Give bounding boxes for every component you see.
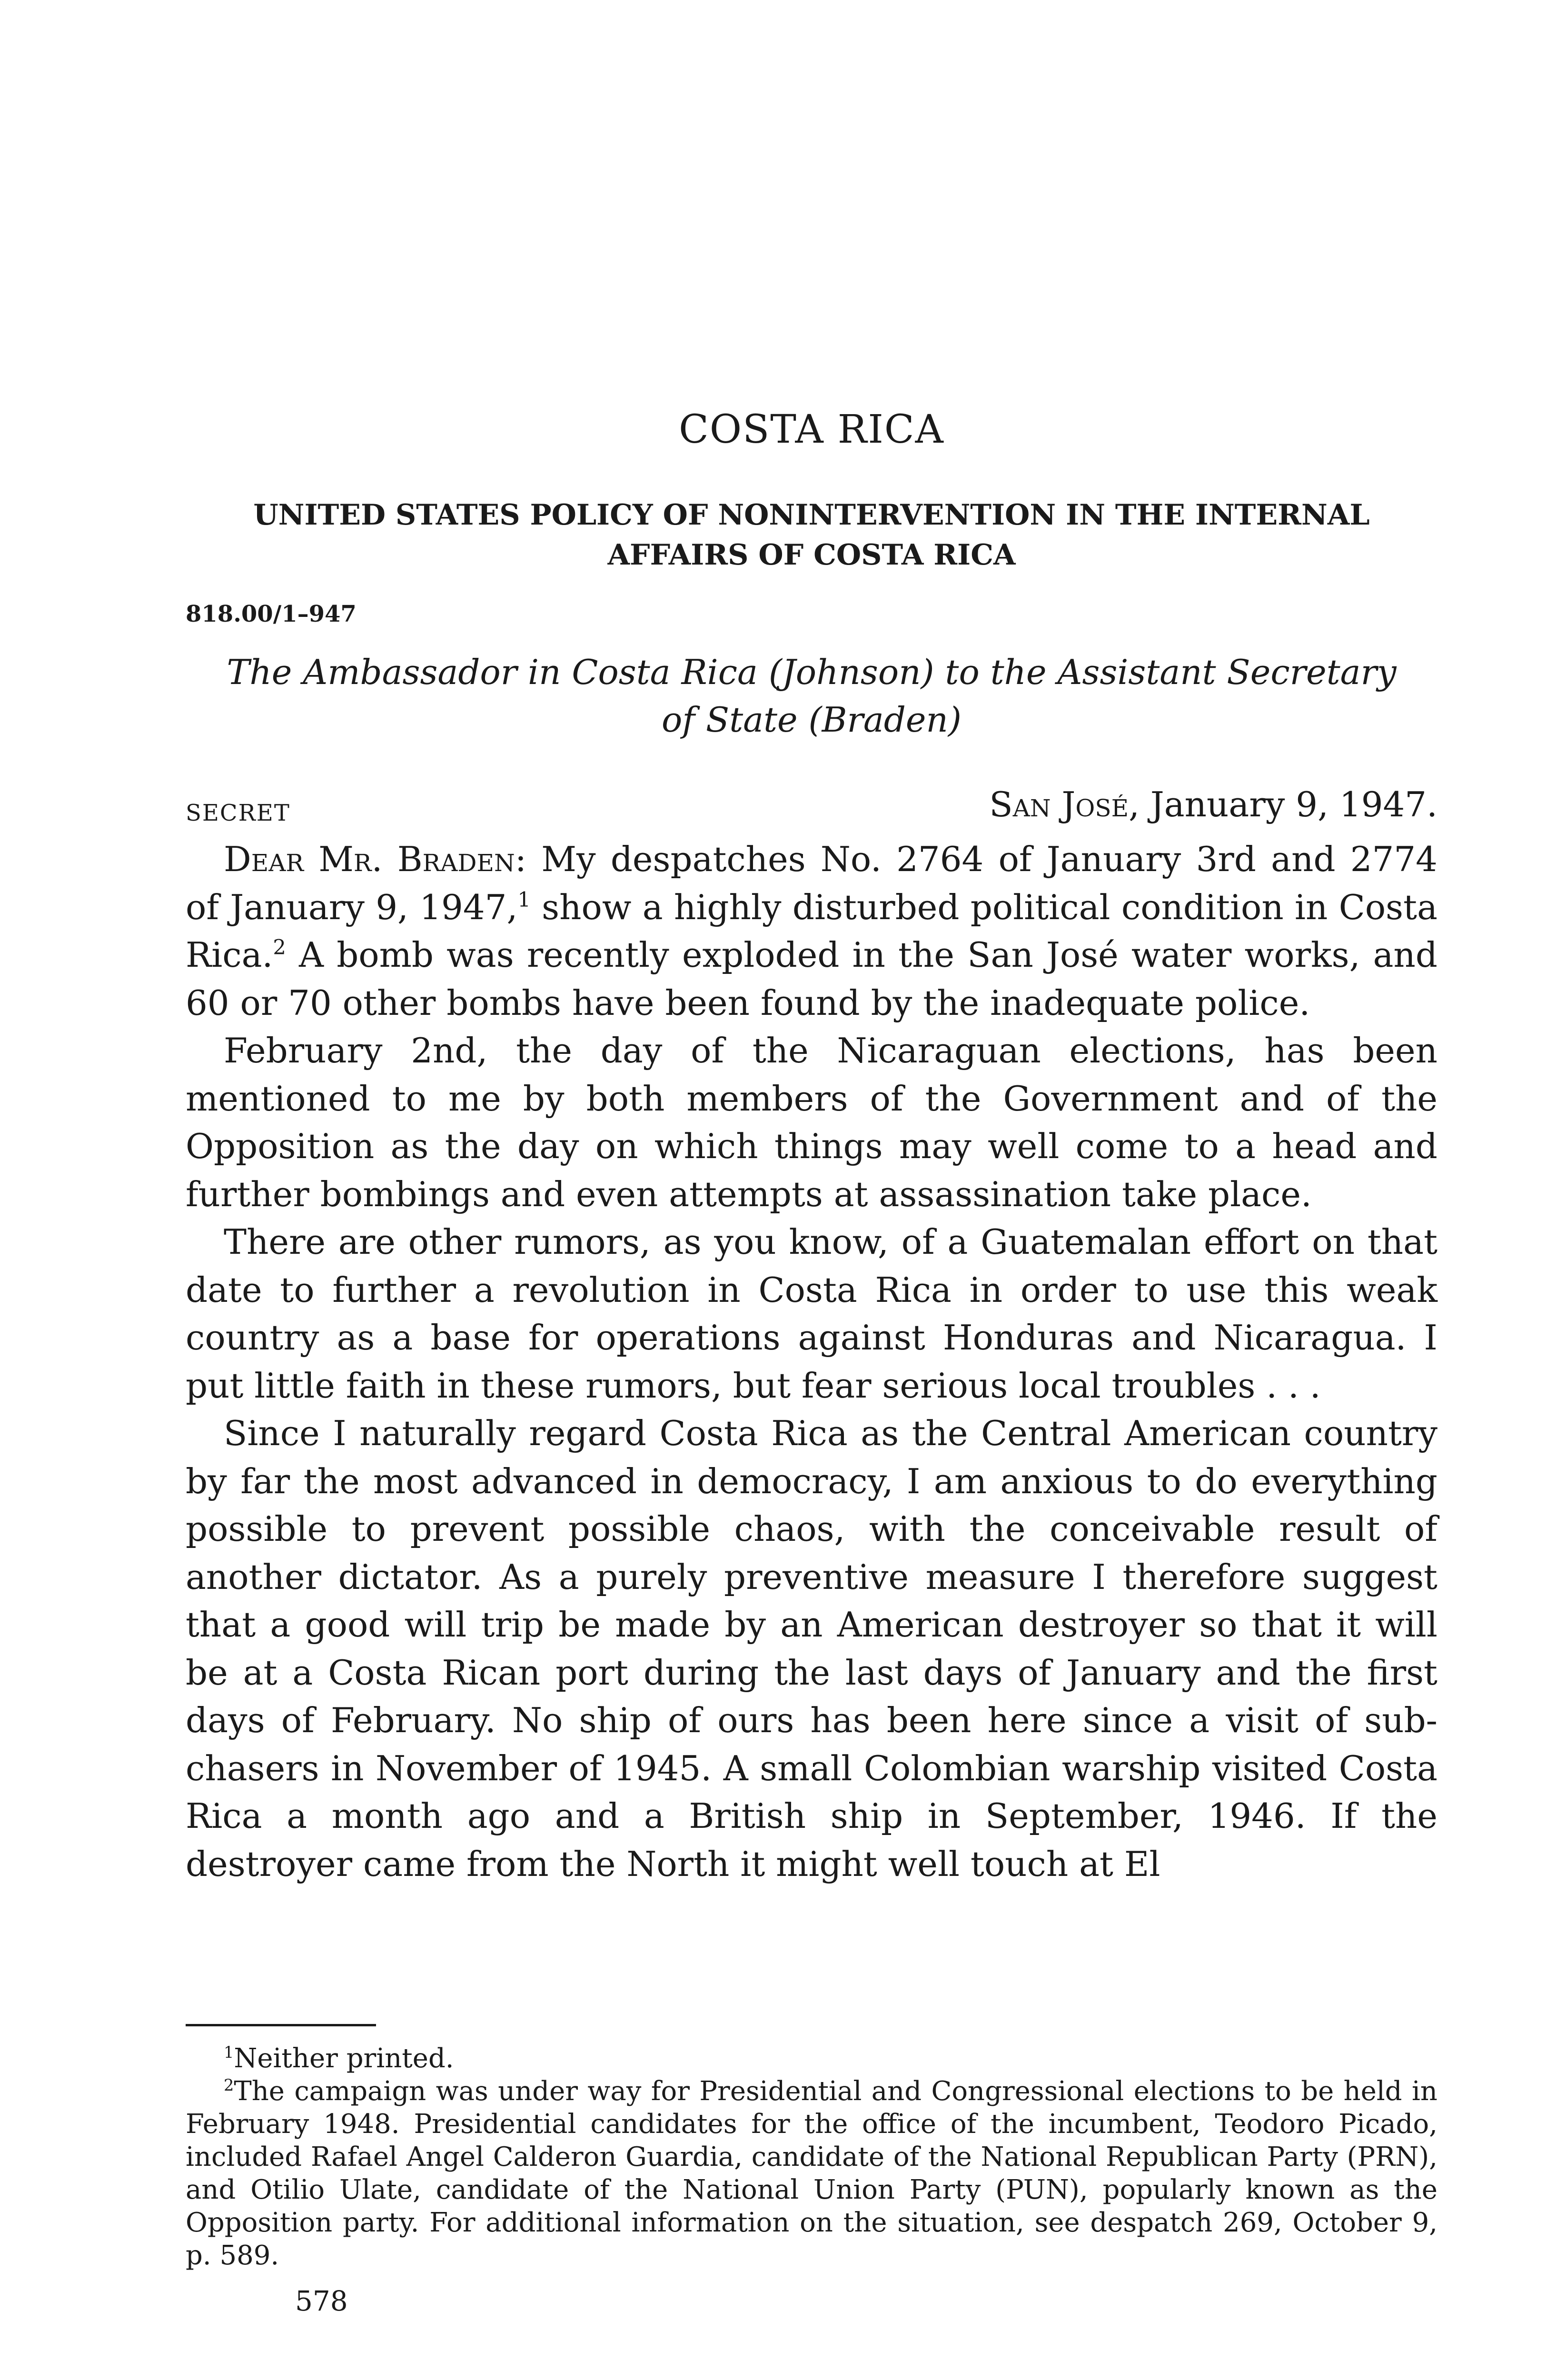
paragraph-1: [186, 835, 1437, 1027]
footnote-ref-2: 2: [273, 936, 286, 960]
document-heading-line-2: of State (Braden): [662, 700, 961, 740]
document-page: [186, 0, 1437, 2380]
paragraph-1-part-b: show a highly disturbed political condition in Costa Rica.: [186, 887, 1437, 975]
dateline-date: January 9, 1947.: [1150, 784, 1437, 824]
section-subtitle-line-2: AFFAIRS OF COSTA RICA: [607, 538, 1016, 572]
salutation: Dear Mr. Braden:: [224, 839, 526, 879]
footnote-1: [186, 2042, 1437, 2075]
paragraph-3: There are other rumors, as you know, of a Guatemalan effort on that date to further a revolution in Costa Rica in order to use this weak country as a base for operations against Honduras and Nicaragua. I put little faith in these rumors, but fear serious local troubles . . .: [186, 1222, 1437, 1406]
letter-body: [186, 835, 1437, 1888]
file-number: 818.00/1–947: [186, 601, 357, 627]
document-heading: [186, 648, 1437, 744]
dateline-place: San José,: [989, 784, 1140, 824]
footnotes: [186, 2042, 1437, 2272]
footnote-ref-1: 1: [517, 888, 531, 912]
section-subtitle-line-1: UNITED STATES POLICY OF NONINTERVENTION IN THE INTERNAL: [253, 498, 1370, 532]
paragraph-1-part-c: A bomb was recently exploded in the San José water works, and 60 or 70 other bombs have been found by the inadequate police.: [186, 935, 1437, 1023]
footnote-1-text: Neither printed.: [234, 2043, 454, 2074]
page-number: 578: [295, 2285, 348, 2317]
footnote-1-number: 1: [224, 2043, 234, 2062]
document-heading-line-1: The Ambassador in Costa Rica (Johnson) to the Assistant Secretary: [227, 652, 1397, 692]
paragraph-1-part-a: My despatches No. 2764 of January 3rd and 2774 of January 9, 1947,: [186, 839, 1437, 927]
footnote-2: [186, 2075, 1437, 2272]
dateline: [989, 784, 1437, 824]
paragraph-2: February 2nd, the day of the Nicaraguan elections, has been mentioned to me by both members of the Government and of the Opposition as the day on which things may well come to a head and further bombings and even attempts at assassination take place.: [186, 1031, 1437, 1214]
footnote-2-number: 2: [224, 2075, 234, 2094]
footnote-2-text: The campaign was under way for Presidential and Congressional elections to be held in February 1948. Presidential candidates for the office of the incumbent, Teodoro Picado, included Rafael Angel Calderon Guardia, candidate of the National Republican Party (PRN), and Otilio Ulate, candidate of the National Union Party (PUN), popularly known as the Opposition party. For additional information on the situation, see despatch 269, October 9, p. 589.: [186, 2076, 1437, 2271]
footnote-divider: [186, 2024, 376, 2026]
section-subtitle: [186, 495, 1437, 575]
country-title: COSTA RICA: [679, 407, 944, 452]
paragraph-4: Since I naturally regard Costa Rica as the Central American country by far the most advanced in democracy, I am anxious to do everything possible to prevent possible chaos, with the conceivable result of another dictator. As a purely preventive measure I therefore suggest that a good will trip be made by an American destroyer so that it will be at a Costa Rican port during the last days of January and the first days of February. No ship of ours has been here since a visit of sub-chasers in November of 1945. A small Colombian warship visited Costa Rica a month ago and a British ship in September, 1946. If the destroyer came from the North it might well touch at El: [186, 1413, 1437, 1884]
classification-label: SECRET: [186, 800, 290, 826]
